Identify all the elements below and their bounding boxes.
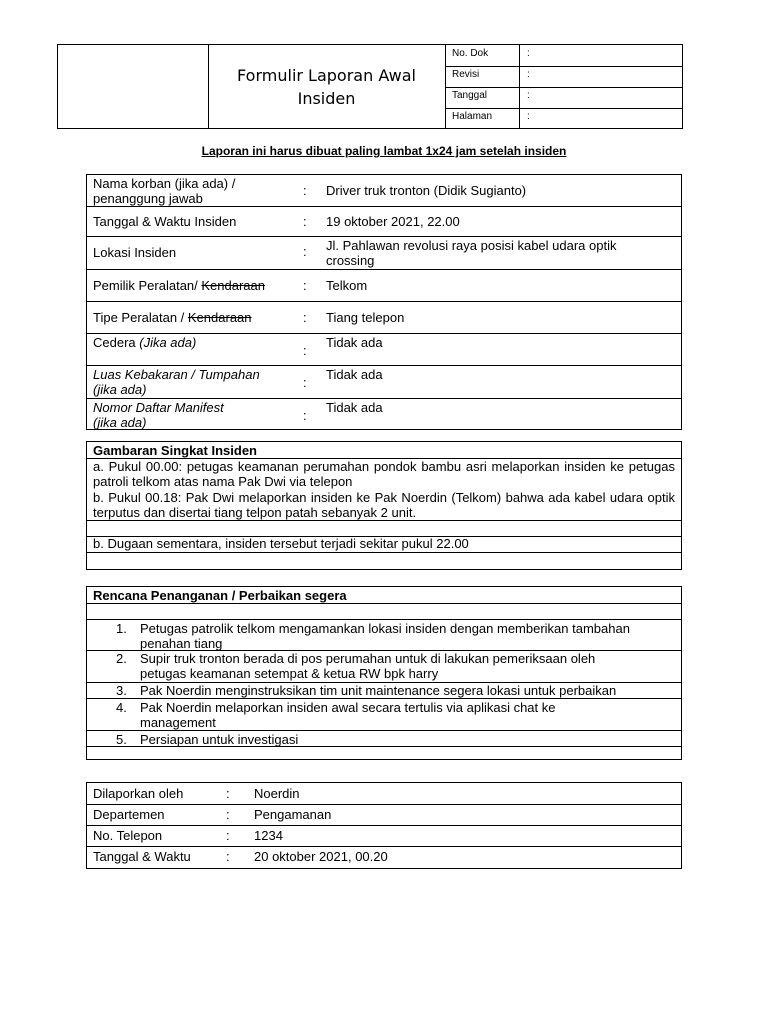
info-row-owner xyxy=(87,270,681,302)
divider xyxy=(87,698,681,699)
label-text: Tipe Peralatan / xyxy=(93,310,188,325)
summary-paragraph-b: b. Pukul 00.18: Pak Dwi melaporkan insiden ke Pak Noerdin (Telkom) bahwa ada kabel udara optik terputus dan disertai tiang telpon patah sebanyak 2 unit. xyxy=(93,490,675,520)
info-value: Tidak ada xyxy=(326,400,383,415)
reporter-label: Dilaporkan oleh xyxy=(93,786,184,801)
info-value: Jl. Pahlawan revolusi raya posisi kabel udara optik crossing xyxy=(326,238,617,268)
meta-value: : xyxy=(519,87,683,108)
info-colon: : xyxy=(303,244,307,259)
meta-label: Halaman xyxy=(452,111,493,122)
info-colon: : xyxy=(303,375,307,390)
plan-item-text: Supir truk tronton berada di pos perumahan untuk di lakukan pemeriksaan oleh petugas keamanan setempat & ketua RW bpk harry xyxy=(140,651,596,681)
meta-value: : xyxy=(519,45,683,66)
incident-summary-box xyxy=(86,441,682,570)
document-meta xyxy=(445,45,683,128)
label-text: Pemilik Peralatan/ xyxy=(93,278,202,293)
plan-item-text: Pak Noerdin menginstruksikan tim unit maintenance segera lokasi untuk perbaikan xyxy=(140,683,617,698)
info-colon: : xyxy=(303,310,307,325)
info-colon: : xyxy=(303,183,307,198)
divider xyxy=(87,746,681,747)
plan-item-number: 3. xyxy=(116,683,127,698)
plan-item-text: Pak Noerdin melaporkan insiden awal secara tertulis via aplikasi chat ke management xyxy=(140,700,556,730)
info-label xyxy=(93,278,265,293)
info-label xyxy=(93,310,252,325)
meta-row-no-dok xyxy=(446,45,683,67)
form-header xyxy=(57,44,683,129)
reporter-label: Tanggal & Waktu xyxy=(93,849,191,864)
info-row-equipment-type xyxy=(87,302,681,334)
reporter-row-name xyxy=(87,783,681,805)
info-row-injury xyxy=(87,334,681,366)
info-row-location xyxy=(87,237,681,270)
meta-label: Tanggal xyxy=(452,90,488,101)
plan-item-number: 4. xyxy=(116,700,127,715)
action-plan-box xyxy=(86,586,682,760)
meta-value: : xyxy=(519,66,683,87)
summary-heading: Gambaran Singkat Insiden xyxy=(93,443,257,458)
reporter-value: Noerdin xyxy=(254,786,300,801)
divider xyxy=(87,603,681,604)
reporter-colon: : xyxy=(226,786,230,801)
reporter-row-phone xyxy=(87,825,681,847)
info-label: Luas Kebakaran / Tumpahan (jika ada) xyxy=(93,367,260,397)
info-value: Tidak ada xyxy=(326,367,383,382)
reporter-label: Departemen xyxy=(93,807,165,822)
info-colon: : xyxy=(303,343,307,358)
plan-heading: Rencana Penanganan / Perbaikan segera xyxy=(93,588,347,603)
info-label xyxy=(93,335,196,350)
incident-info-table xyxy=(86,174,682,430)
label-struck-text: Kendaraan xyxy=(201,278,266,293)
label-italic-text: (Jika ada) xyxy=(139,335,197,350)
meta-row-tanggal xyxy=(446,87,683,109)
meta-label: No. Dok xyxy=(452,48,489,59)
info-label: Nomor Daftar Manifest (jika ada) xyxy=(93,400,224,430)
info-value: 19 oktober 2021, 22.00 xyxy=(326,214,460,229)
info-row-manifest xyxy=(87,399,681,429)
info-row-victim xyxy=(87,175,681,207)
reporter-table xyxy=(86,782,682,869)
reporter-colon: : xyxy=(226,807,230,822)
label-struck-text: Kendaraan xyxy=(187,310,252,325)
info-label: Lokasi Insiden xyxy=(93,245,177,260)
reporter-value: 20 oktober 2021, 00.20 xyxy=(254,849,388,864)
info-value: Tiang telepon xyxy=(326,310,405,325)
meta-row-halaman xyxy=(446,108,683,128)
label-text: Cedera xyxy=(93,335,140,350)
divider xyxy=(87,619,681,620)
info-colon: : xyxy=(303,278,307,293)
reporter-colon: : xyxy=(226,849,230,864)
report-deadline-note: Laporan ini harus dibuat paling lambat 1x24 jam setelah insiden xyxy=(201,144,567,158)
plan-item-number: 1. xyxy=(116,621,127,636)
plan-item-text: Persiapan untuk investigasi xyxy=(140,732,299,747)
reporter-label: No. Telepon xyxy=(93,828,163,843)
info-value: Driver truk tronton (Didik Sugianto) xyxy=(326,183,527,198)
info-value: Tidak ada xyxy=(326,335,383,350)
info-row-datetime xyxy=(87,207,681,237)
summary-paragraph-c: b. Dugaan sementara, insiden tersebut terjadi sekitar pukul 22.00 xyxy=(93,536,469,551)
divider xyxy=(87,552,681,553)
reporter-value: Pengamanan xyxy=(254,807,332,822)
form-title: Formulir Laporan Awal Insiden xyxy=(237,65,416,108)
divider xyxy=(87,730,681,731)
meta-value: : xyxy=(519,108,683,128)
plan-item-number: 2. xyxy=(116,651,127,666)
info-colon: : xyxy=(303,214,307,229)
summary-paragraph-a: a. Pukul 00.00: petugas keamanan perumahan pondok bambu asri melaporkan insiden ke petugas patroli telkom atas nama Pak Dwi via telepon xyxy=(93,459,675,489)
logo-cell xyxy=(58,45,209,128)
reporter-row-department xyxy=(87,804,681,826)
divider xyxy=(87,520,681,521)
reporter-row-datetime xyxy=(87,846,681,868)
info-label: Nama korban (jika ada) / penanggung jawab xyxy=(93,176,236,206)
meta-row-revisi xyxy=(446,66,683,88)
info-colon: : xyxy=(303,408,307,423)
meta-label: Revisi xyxy=(452,69,480,80)
plan-item-number: 5. xyxy=(116,732,127,747)
info-row-fire-spill xyxy=(87,366,681,399)
plan-item-text: Petugas patrolik telkom mengamankan lokasi insiden dengan memberikan tambahan penahan tiang xyxy=(140,621,630,651)
info-label: Tanggal & Waktu Insiden xyxy=(93,214,237,229)
reporter-value: 1234 xyxy=(254,828,283,843)
info-value: Telkom xyxy=(326,278,368,293)
reporter-colon: : xyxy=(226,828,230,843)
